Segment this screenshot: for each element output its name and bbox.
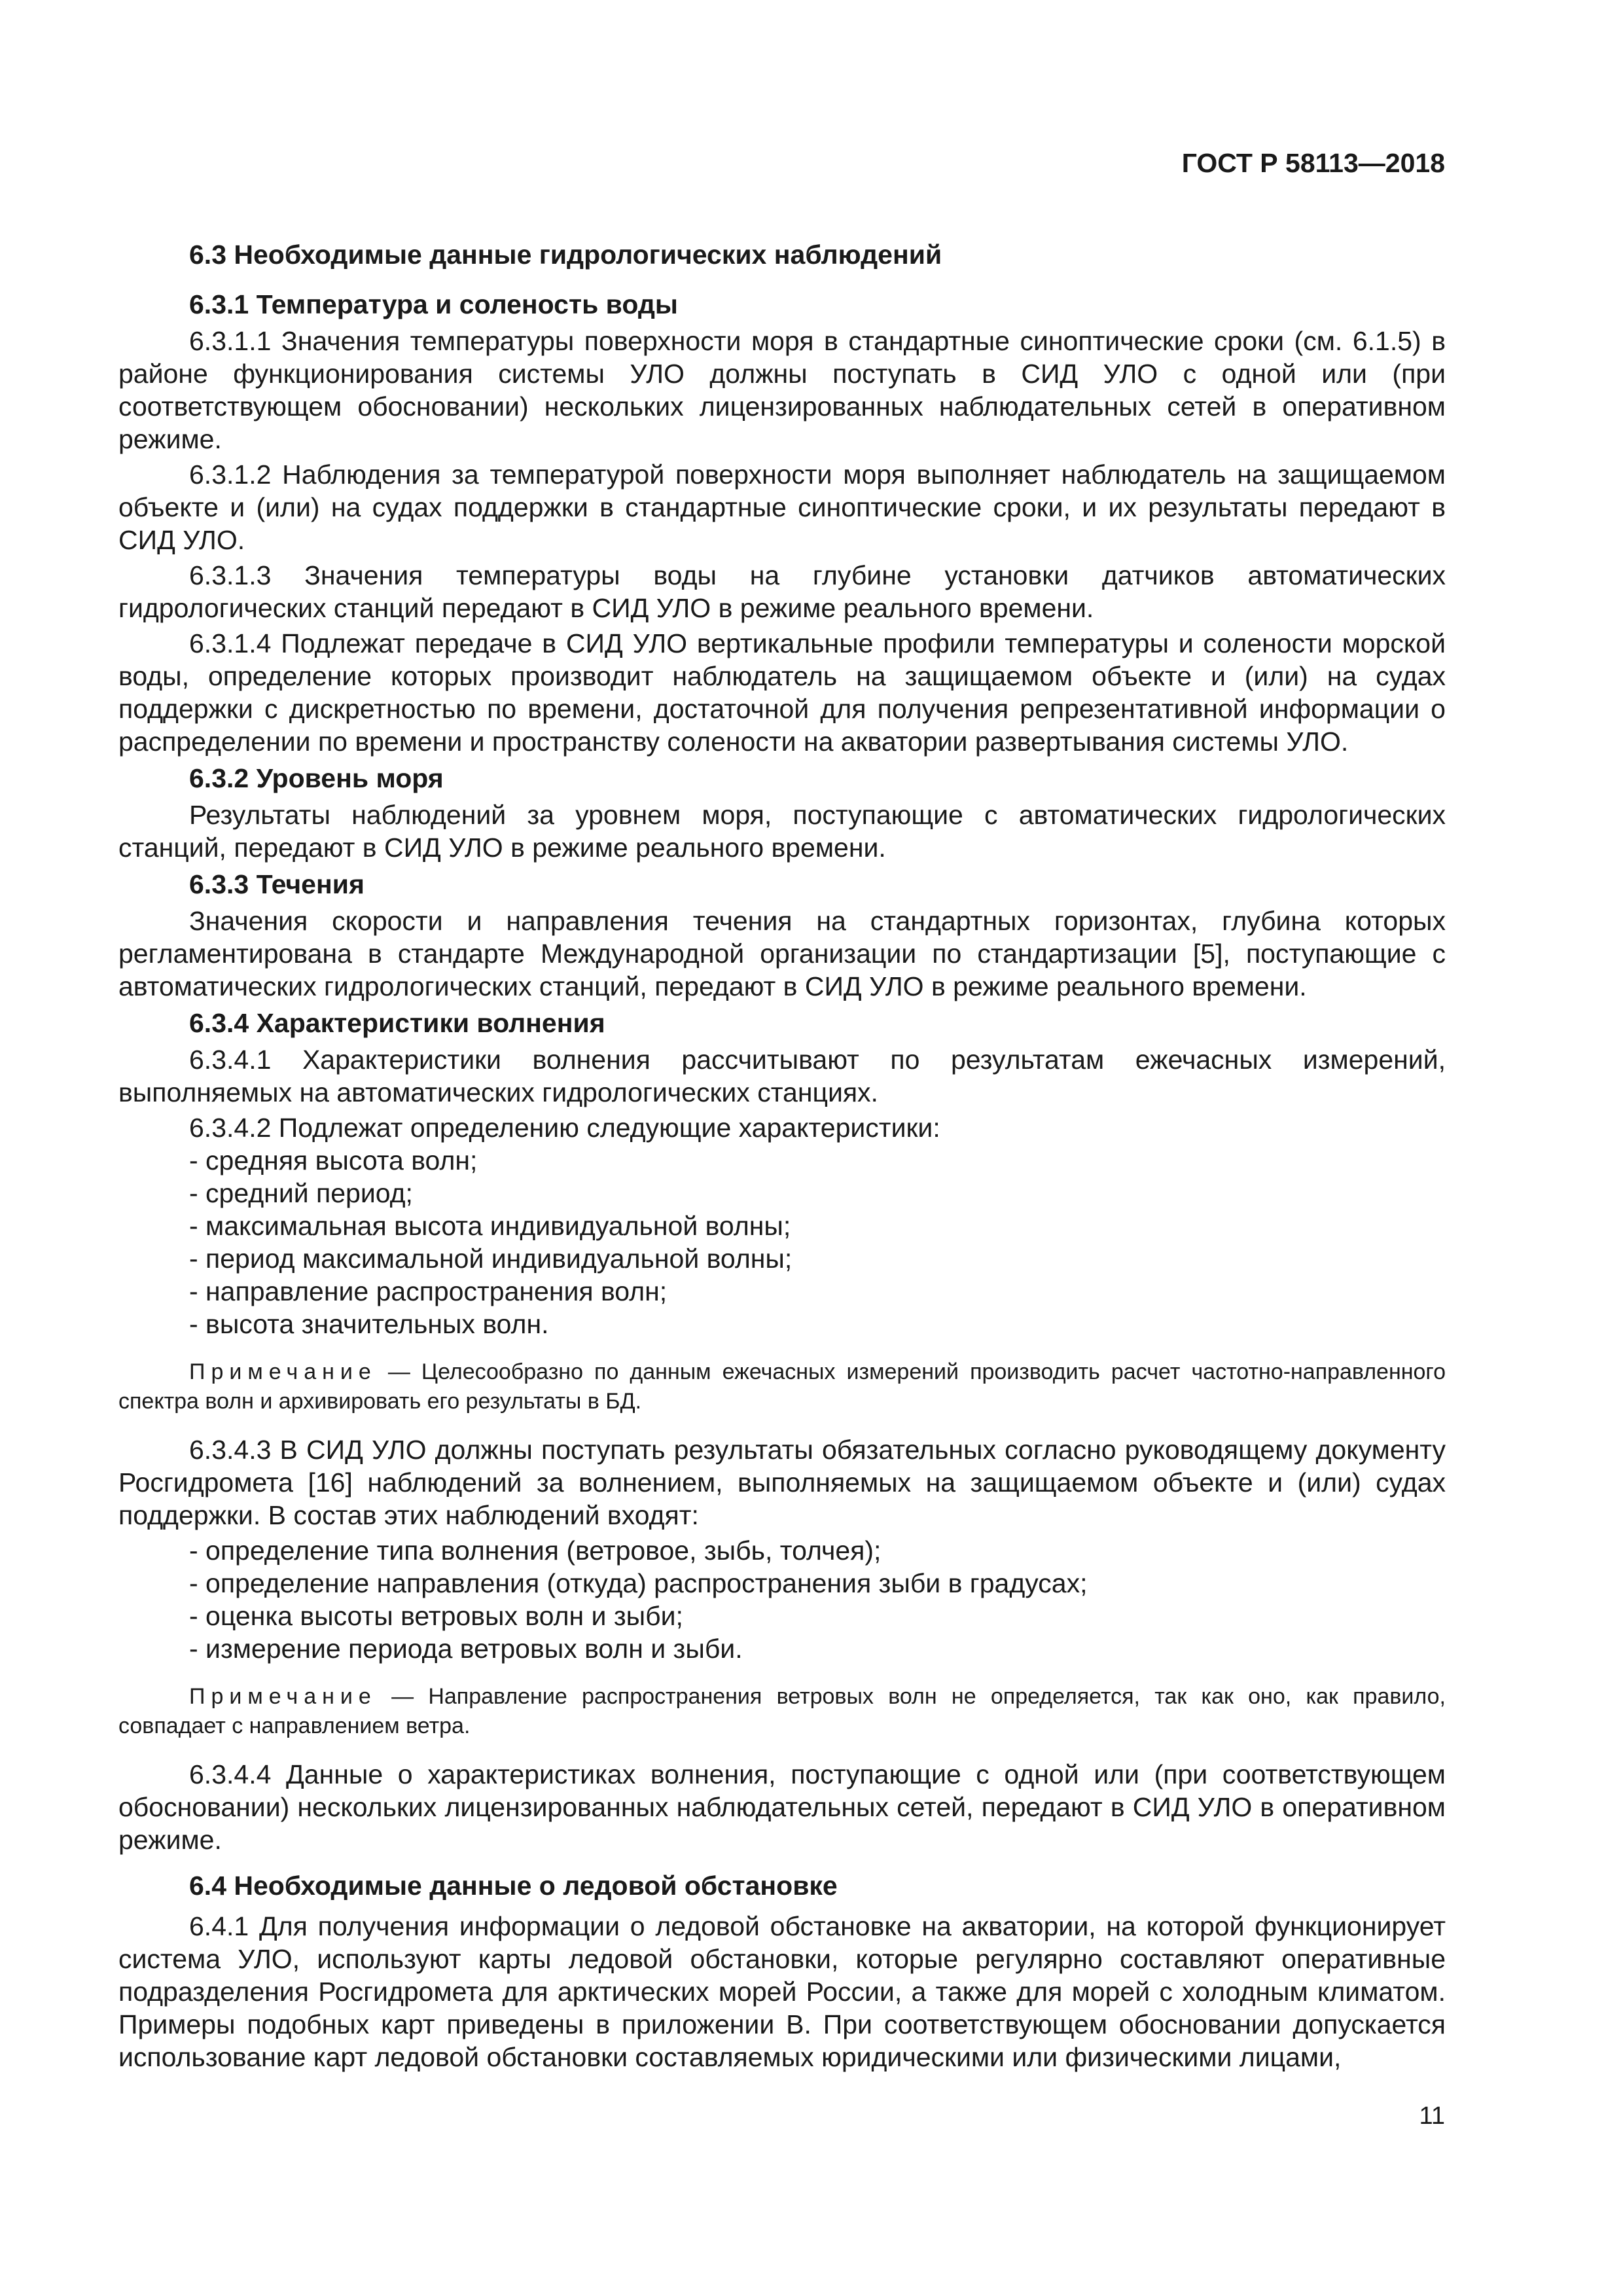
paragraph-6-3-4-3: 6.3.4.3 В СИД УЛО должны поступать результаты обязательных согласно руководящему документу Росгидромета [16] наблюдений за волнением, выполняемых на защищаемом объекте и (или) судах поддержки. В состав этих наблюдений входят: [118,1435,1446,1530]
paragraph-6-3-3: Значения скорости и направления течения на стандартных горизонтах, глубина которых регламентирована в стандарте Международной организации по стандартизации [5], поступающие с автоматических гидрологических станций, передают в СИД УЛО в режиме реального времени. [118,906,1446,1001]
paragraph-6-3-1-3: 6.3.1.3 Значения температуры воды на глубине установки датчиков автоматических гидрологических станций передают в СИД УЛО в режиме реального времени. [118,560,1446,623]
paragraph-6-3-4-4: 6.3.4.4 Данные о характеристиках волнения, поступающие с одной или (при соответствующем обосновании) нескольких лицензированных наблюдательных сетей, передают в СИД УЛО в оперативном режиме. [118,1759,1446,1855]
paragraph-6-3-1-1: 6.3.1.1 Значения температуры поверхности моря в стандартные синоптические сроки (см. 6.1.5) в районе функционирования системы УЛО должны поступать в СИД УЛО с одной или (при соответствующем обосновании) нескольких лицензированных наблюдательных сетей в оперативном режиме. [118,326,1446,454]
section-heading-6-3-3: 6.3.3 Течения [189,869,365,899]
note-label: Примечание [189,1684,377,1709]
note-text: — Целесообразно по данным ежечасных измерений производить расчет частотно-направленного спектра волн и архивировать его результаты в БД. [118,1359,1446,1414]
section-heading-6-4: 6.4 Необходимые данные о ледовой обстановке [189,1871,838,1901]
paragraph-6-4-1: 6.4.1 Для получения информации о ледовой обстановке на акватории, на которой функционирует система УЛО, используют карты ледовой обстановки, которые регулярно составляют оперативные подразделения Росгидромета для арктических морей России, а также для морей с холодным климатом. Примеры подобных карт приведены в приложении В. При соответствующем обосновании допускается использование карт ледовой обстановки составляемых юридическими или физическими лицами, [118,1911,1446,2072]
list-item: - определение направления (откуда) распространения зыби в градусах; [189,1568,1088,1598]
section-heading-6-3-2: 6.3.2 Уровень моря [189,763,444,793]
note-label: Примечание [189,1359,377,1384]
document-header: ГОСТ Р 58113—2018 [1181,148,1445,178]
list-item: - средний период; [189,1178,413,1208]
list-item: - период максимальной индивидуальной волны; [189,1244,793,1274]
section-heading-6-3-1: 6.3.1 Температура и соленость воды [189,289,678,319]
paragraph-6-3-1-2: 6.3.1.2 Наблюдения за температурой поверхности моря выполняет наблюдатель на защищаемом объекте и (или) на судах поддержки в стандартные синоптические сроки, и их результаты передают в СИД УЛО. [118,459,1446,555]
list-item: - направление распространения волн; [189,1276,668,1306]
page-number: 11 [1419,2102,1445,2130]
note-6-3-4-3 [118,1682,1446,1741]
list-item: - высота значительных волн. [189,1309,549,1339]
section-heading-6-3: 6.3 Необходимые данные гидрологических наблюдений [189,240,942,270]
list-item: - определение типа волнения (ветровое, зыбь, толчея); [189,1535,882,1566]
paragraph-6-3-4-2: 6.3.4.2 Подлежат определению следующие характеристики: [189,1113,940,1143]
list-item: - оценка высоты ветровых волн и зыби; [189,1601,683,1631]
note-6-3-4-2 [118,1357,1446,1416]
list-item: - средняя высота волн; [189,1145,478,1175]
paragraph-6-3-4-1: 6.3.4.1 Характеристики волнения рассчитывают по результатам ежечасных измерений, выполняемых на автоматических гидрологических станциях. [118,1045,1446,1107]
paragraph-6-3-2: Результаты наблюдений за уровнем моря, поступающие с автоматических гидрологических станций, передают в СИД УЛО в режиме реального времени. [118,800,1446,863]
section-heading-6-3-4: 6.3.4 Характеристики волнения [189,1008,605,1038]
list-item: - максимальная высота индивидуальной волны; [189,1211,791,1241]
page-content [118,224,1446,2076]
list-item: - измерение периода ветровых волн и зыби. [189,1634,743,1664]
note-text: — Направление распространения ветровых волн не определяется, так как оно, как правило, совпадает с направлением ветра. [118,1684,1446,1738]
paragraph-6-3-1-4: 6.3.1.4 Подлежат передаче в СИД УЛО вертикальные профили температуры и солености морской воды, определение которых производит наблюдатель на защищаемом объекте и (или) на судах поддержки с дискретностью по времени, достаточной для получения репрезентативной информации о распределении по времени и пространству солености на акватории развертывания системы УЛО. [118,628,1446,757]
